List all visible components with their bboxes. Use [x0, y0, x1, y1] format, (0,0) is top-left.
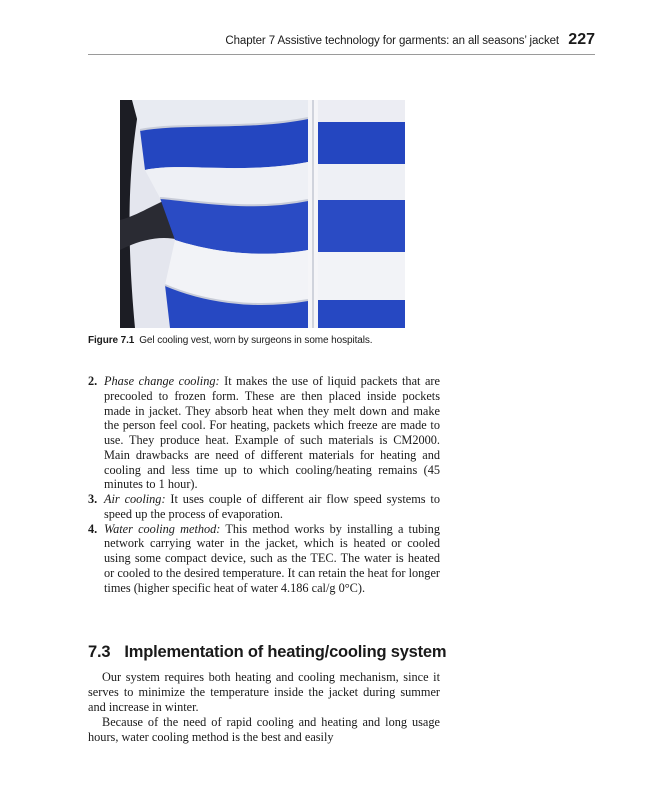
- section-heading: [88, 643, 446, 662]
- list-item: [88, 374, 440, 492]
- section-number: 7.3: [88, 643, 111, 661]
- list-number: 3.: [88, 492, 98, 506]
- list-item: [88, 522, 440, 596]
- list-text: It makes the use of liquid packets that are precooled to frozen form. These are then placed inside pockets made in jacket. They absorb heat when they melt down and make the person feel cool. For heating, packets which freeze are made to use. They produce heat. Example of such materials is CM2000. Main drawbacks are need of different materials for heating and cooling and less time up to which cooling/heating remains (45 minutes to 1 hour).: [104, 374, 440, 492]
- running-header: [88, 31, 595, 55]
- paragraph: Because of the need of rapid cooling and heating and long usage hours, water cooling method is the best and easily: [88, 715, 440, 744]
- list-term: Water cooling method:: [104, 521, 221, 536]
- list-term: Air cooling:: [104, 492, 166, 506]
- list-number: 2.: [88, 374, 98, 388]
- section-body: [88, 670, 440, 745]
- paragraph: Our system requires both heating and cooling mechanism, since it serves to minimize the temperature inside the jacket during summer and increase in winter.: [88, 670, 440, 714]
- figure-caption: [88, 335, 372, 346]
- chapter-title: Chapter 7 Assistive technology for garments: an all seasons’ jacket: [225, 35, 559, 47]
- page-number: 227: [568, 31, 595, 48]
- figure-label: Figure 7.1: [88, 335, 135, 346]
- list-item: [88, 492, 440, 522]
- list-number: 4.: [88, 521, 98, 536]
- figure-caption-text: Gel cooling vest, worn by surgeons in some hospitals.: [139, 335, 373, 346]
- numbered-list: [88, 374, 440, 595]
- gel-cooling-vest-photo: [120, 100, 405, 328]
- list-term: Phase change cooling:: [104, 374, 220, 388]
- section-title: Implementation of heating/cooling system: [124, 643, 447, 661]
- list-text: It uses couple of different air flow speed systems to speed up the process of evaporation.: [104, 492, 440, 521]
- list-text: This method works by installing a tubing network carrying water in the jacket, which is heated or cooled using some compact device, such as the TEC. The water is heated or cooled to the desired temperature. It can retain the heat for longer times (higher specific heat of water 4.186 cal/g 0°C).: [104, 521, 440, 595]
